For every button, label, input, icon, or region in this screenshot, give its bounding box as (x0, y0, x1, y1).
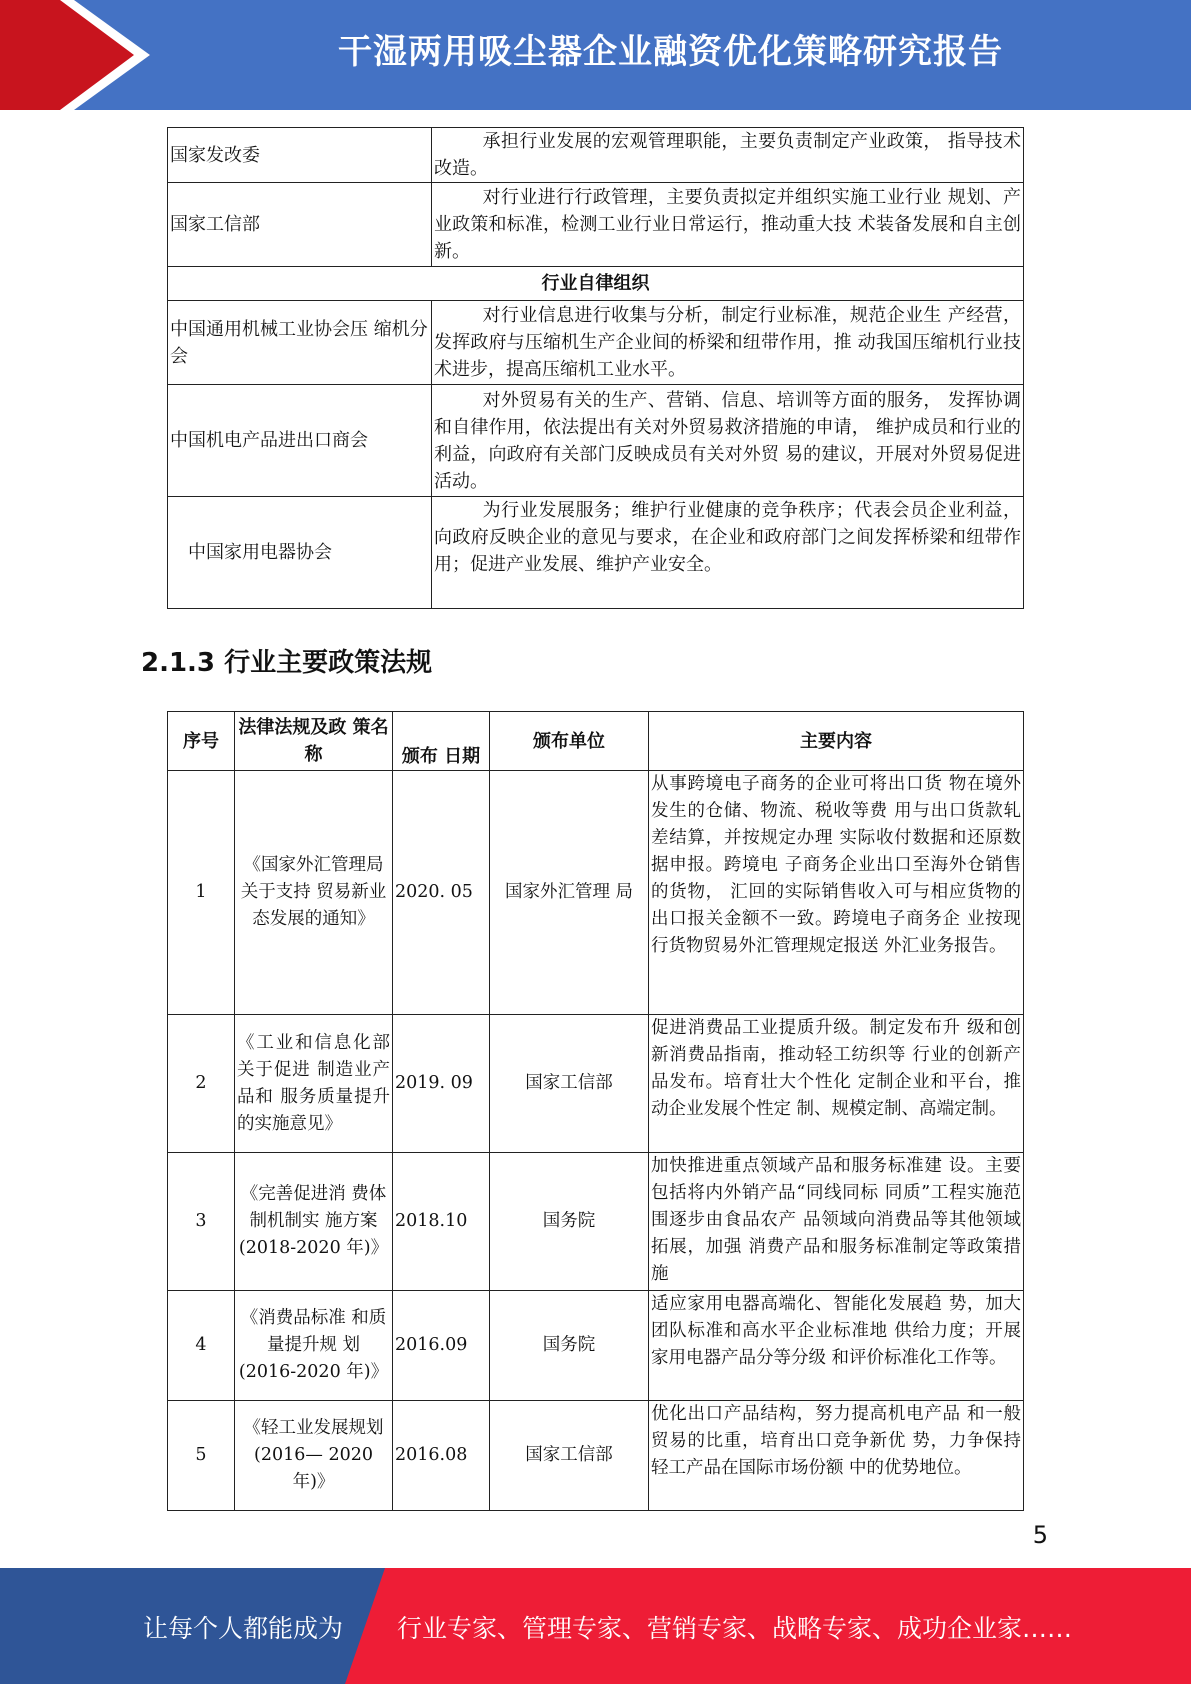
org-name: 国家工信部 (168, 183, 432, 267)
table-header-row (168, 712, 1024, 771)
table-section-row (168, 267, 1024, 301)
table-row (168, 385, 1024, 497)
law-name: 《完善促进消 费体制机制实 施方案 (2018-2020 年)》 (235, 1153, 393, 1291)
column-header-content: 主要内容 (649, 712, 1024, 771)
report-title: 干湿两用吸尘器企业融资优化策略研究报告 (338, 32, 1003, 72)
main-content: 适应家用电器高端化、智能化发展趋 势，加大团队标准和高水平企业标准地 供给力度；开展家用电器产品分等分级 和评价标准化工作等。 (649, 1291, 1024, 1401)
org-description: 对外贸易有关的生产、营销、信息、培训等方面的服务， 发挥协调和自律作用，依法提出有关对外贸易救济措施的申请， 维护成员和行业的利益，向政府有关部门反映成员有关对外贸 易的建议，开展对外贸易促进活动。 (432, 385, 1024, 497)
issuing-unit: 国家工信部 (490, 1015, 649, 1153)
column-header-unit: 颁布单位 (490, 712, 649, 771)
issuing-unit: 国家工信部 (490, 1401, 649, 1511)
org-name: 中国机电产品进出口商会 (168, 385, 432, 497)
main-content: 加快推进重点领域产品和服务标准建 设。主要包括将内外销产品“同线同标 同质”工程实施范围逐步由食品农产 品领域向消费品等其他领域拓展，加强 消费产品和服务标准制定等政策措施 (649, 1153, 1024, 1291)
law-name: 《消费品标准 和质量提升规 划 (2016-2020 年)》 (235, 1291, 393, 1401)
page-number: 5 (1032, 1521, 1048, 1549)
table-row (168, 1291, 1024, 1401)
footer-slogan-right: 行业专家、管理专家、营销专家、战略专家、成功企业家…… (397, 1614, 1073, 1643)
main-content: 优化出口产品结构，努力提高机电产品 和一般贸易的比重，培育出口竞争新优 势，力争保持轻工产品在国际市场份额 中的优势地位。 (649, 1401, 1024, 1511)
table-row (168, 771, 1024, 1015)
policy-regulations-table (167, 711, 1024, 1511)
issuing-unit: 国家外汇管理 局 (490, 771, 649, 1015)
table-row (168, 128, 1024, 183)
row-number: 3 (168, 1153, 235, 1291)
footer-slogan-left: 让每个人都能成为 (143, 1614, 344, 1643)
table-row (168, 183, 1024, 267)
law-name: 《工业和信息化部关于促进 制造业产品和 服务质量提升 的实施意见》 (235, 1015, 393, 1153)
row-number: 1 (168, 771, 235, 1015)
org-description: 为行业发展服务；维护行业健康的竞争秩序；代表会员企业利益，向政府反映企业的意见与要求，在企业和政府部门之间发挥桥梁和纽带作用；促进产业发展、维护产业安全。 (432, 497, 1024, 609)
table-row (168, 1015, 1024, 1153)
table-row (168, 497, 1024, 609)
column-header-date: 颁布 日期 (393, 712, 490, 771)
main-content: 从事跨境电子商务的企业可将出口货 物在境外发生的仓储、物流、税收等费 用与出口货款轧差结算，并按规定办理 实际收付数据和还原数据申报。跨境电 子商务企业出口至海外仓销售的货物， 汇回的实际销售收入可与相应货物的 出口报关金额不一致。跨境电子商务企 业按现行货物贸易外汇管理规定报送 外汇业务报告。 (649, 771, 1024, 1015)
section-label: 行业自律组织 (168, 267, 1024, 301)
row-number: 2 (168, 1015, 235, 1153)
industry-management-table (167, 127, 1024, 609)
org-name: 中国家用电器协会 (168, 497, 432, 609)
section-heading: 2.1.3 行业主要政策法规 (141, 648, 433, 678)
column-header-law: 法律法规及政 策名称 (235, 712, 393, 771)
issuing-unit: 国务院 (490, 1153, 649, 1291)
issue-date: 2019. 09 (393, 1015, 490, 1153)
table-row (168, 1153, 1024, 1291)
issue-date: 2016.09 (393, 1291, 490, 1401)
table-row (168, 301, 1024, 385)
page-header (0, 0, 1191, 110)
org-description: 承担行业发展的宏观管理职能，主要负责制定产业政策， 指导技术改造。 (432, 128, 1024, 183)
org-name: 国家发改委 (168, 128, 432, 183)
issue-date: 2018.10 (393, 1153, 490, 1291)
org-description: 对行业信息进行收集与分析，制定行业标准，规范企业生 产经营，发挥政府与压缩机生产企业间的桥梁和纽带作用，推 动我国压缩机行业技术进步，提高压缩机工业水平。 (432, 301, 1024, 385)
table-row (168, 1401, 1024, 1511)
issue-date: 2016.08 (393, 1401, 490, 1511)
issuing-unit: 国务院 (490, 1291, 649, 1401)
row-number: 4 (168, 1291, 235, 1401)
org-description: 对行业进行行政管理，主要负责拟定并组织实施工业行业 规划、产业政策和标准，检测工业行业日常运行，推动重大技 术装备发展和自主创新。 (432, 183, 1024, 267)
page-footer (0, 1568, 1191, 1684)
law-name: 《国家外汇管理局关于支持 贸易新业态发展的通知》 (235, 771, 393, 1015)
column-header-no: 序号 (168, 712, 235, 771)
main-content: 促进消费品工业提质升级。制定发布升 级和创新消费品指南，推动轻工纺织等 行业的创新产品发布。培育壮大个性化 定制企业和平台，推动企业发展个性定 制、规模定制、高端定制。 (649, 1015, 1024, 1153)
header-red-arrow (0, 0, 150, 110)
law-name: 《轻工业发展规划(2016— 2020 年)》 (235, 1401, 393, 1511)
issue-date: 2020. 05 (393, 771, 490, 1015)
org-name: 中国通用机械工业协会压 缩机分会 (168, 301, 432, 385)
row-number: 5 (168, 1401, 235, 1511)
